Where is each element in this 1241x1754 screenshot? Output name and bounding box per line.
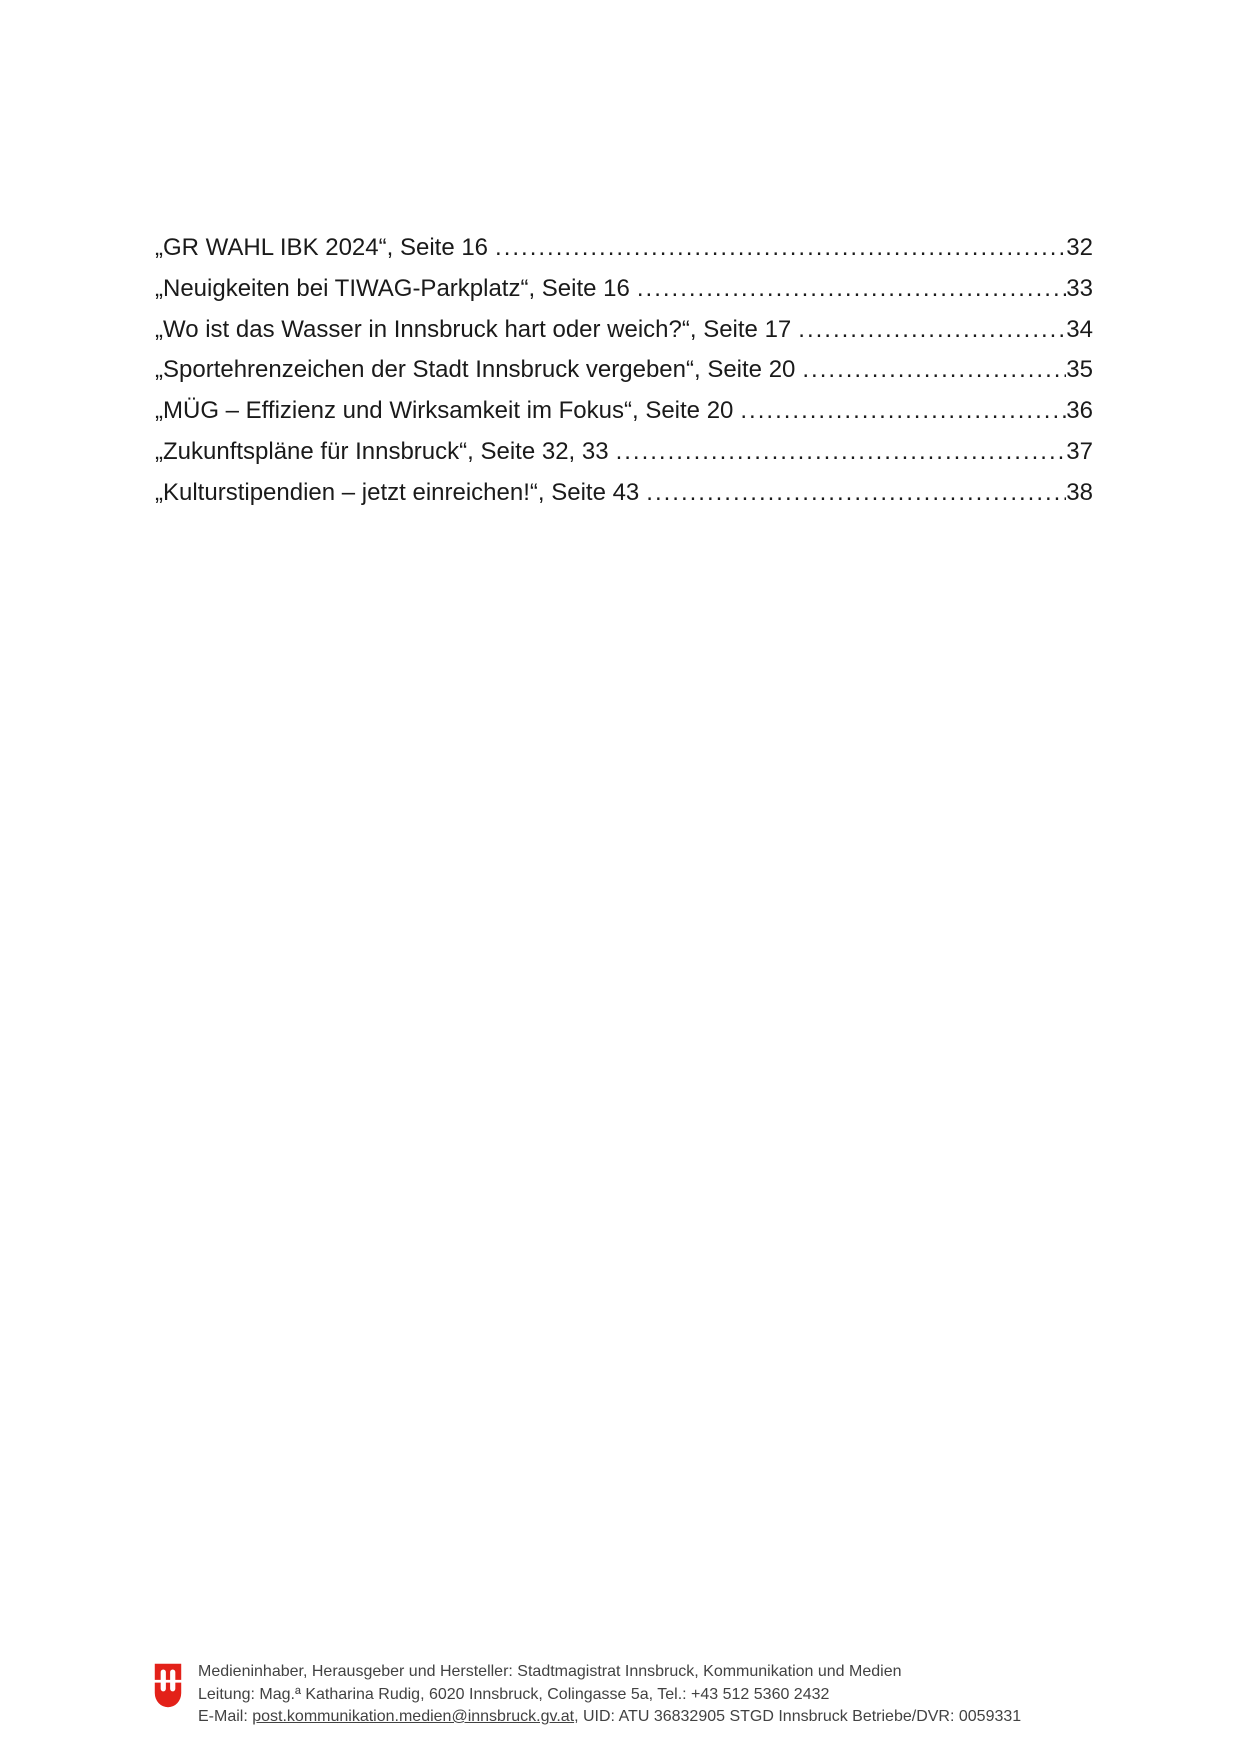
- toc-dot-leader: [646, 473, 1066, 514]
- toc-page-number: 32: [1066, 234, 1093, 261]
- toc-entry-label: „Zukunftspläne für Innsbruck“, Seite 32, 33: [155, 437, 609, 465]
- toc-dot-leader: [740, 391, 1066, 432]
- toc-page-number: 36: [1066, 397, 1093, 425]
- toc-page-number: 35: [1066, 356, 1093, 384]
- toc-page-number: 38: [1066, 478, 1093, 506]
- imprint-text: [198, 1661, 1021, 1729]
- toc-dot-leader: [802, 350, 1066, 391]
- toc-entry[interactable]: [155, 391, 1093, 432]
- toc-page-number: 37: [1066, 437, 1093, 465]
- imprint-line-email: [198, 1706, 1021, 1729]
- toc-entry-label: „Neuigkeiten bei TIWAG-Parkplatz“, Seite 16: [155, 274, 630, 302]
- table-of-contents: [155, 228, 1093, 514]
- toc-entry[interactable]: [155, 350, 1093, 391]
- toc-dot-leader: [798, 310, 1066, 351]
- toc-entry-label: „Kulturstipendien – jetzt einreichen!“, Seite 43: [155, 478, 640, 506]
- innsbruck-coat-of-arms-icon: [151, 1663, 185, 1708]
- email-label: E-Mail:: [198, 1708, 253, 1725]
- toc-entry[interactable]: [155, 269, 1093, 310]
- imprint-line-contact: Leitung: Mag.ª Katharina Rudig, 6020 Innsbruck, Colingasse 5a, Tel.: +43 512 5360 2432: [198, 1685, 830, 1703]
- toc-entry[interactable]: [155, 310, 1093, 351]
- imprint-line-publisher: Medieninhaber, Herausgeber und Hersteller: Stadtmagistrat Innsbruck, Kommunikation und Medien: [198, 1663, 902, 1680]
- email-link[interactable]: post.kommunikation.medien@innsbruck.gv.at: [252, 1708, 575, 1725]
- toc-entry-label: „Wo ist das Wasser in Innsbruck hart oder weich?“, Seite 17: [155, 315, 792, 343]
- imprint-uid-text: , UID: ATU 36832905 STGD Innsbruck Betriebe/DVR: 0059331: [574, 1708, 1022, 1725]
- toc-entry[interactable]: [155, 473, 1093, 514]
- toc-page-number: 33: [1066, 274, 1093, 302]
- toc-page-number: 34: [1066, 315, 1093, 343]
- toc-entry-label: „MÜG – Effizienz und Wirksamkeit im Fokus“, Seite 20: [155, 397, 734, 425]
- toc-entry-label: „GR WAHL IBK 2024“, Seite 16: [155, 234, 489, 261]
- toc-entry[interactable]: [155, 432, 1093, 473]
- toc-entry-label: „Sportehrenzeichen der Stadt Innsbruck vergeben“, Seite 20: [155, 356, 796, 384]
- imprint-footer: [151, 1661, 1021, 1729]
- toc-dot-leader: [637, 269, 1066, 310]
- toc-entry[interactable]: [155, 228, 1093, 269]
- toc-dot-leader: [495, 228, 1066, 269]
- toc-dot-leader: [616, 432, 1067, 473]
